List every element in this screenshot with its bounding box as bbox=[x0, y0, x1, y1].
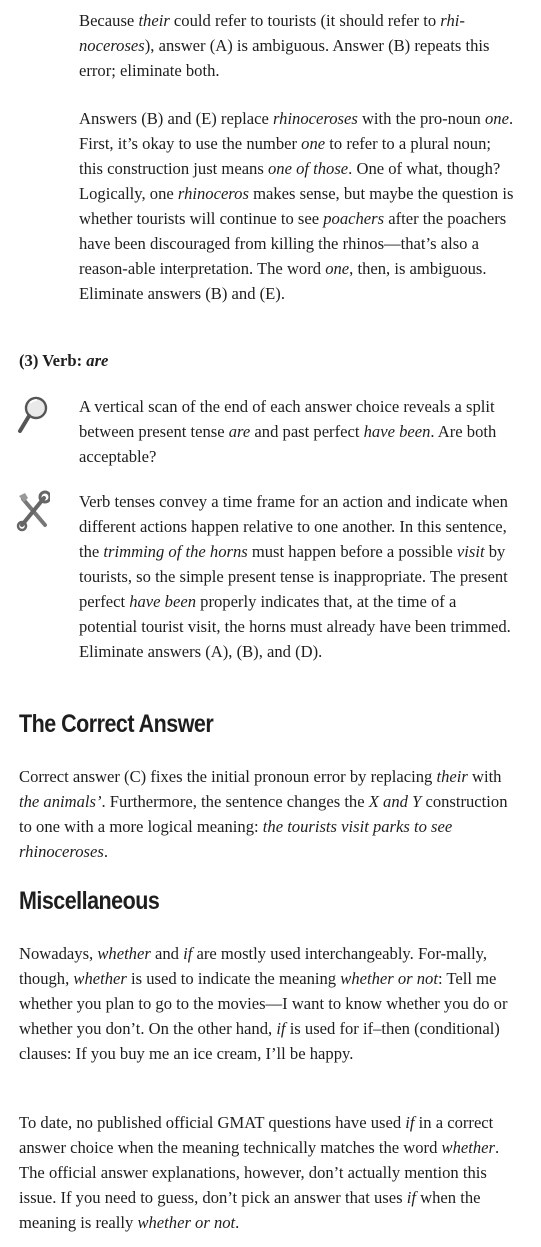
paragraph-pronoun-one: Answers (B) and (E) replace rhinoceroses with the pro-noun one. First, it’s okay to use the number one to refer to a plural noun; this construction just means one of those. One of what, though? Logically, one rhinoceros makes sense, but maybe the question is whether tourists will continue to see poachers after the poachers have been discouraged from killing the rhinos—that’s also a reason-able interpretation. The word one, then, is ambiguous. Eliminate answers (B) and (E). bbox=[79, 109, 514, 303]
correct-answer-heading: The Correct Answer bbox=[19, 710, 214, 738]
miscellaneous-heading: Miscellaneous bbox=[19, 887, 160, 915]
paragraph-vertical-scan: A vertical scan of the end of each answer choice reveals a split between present tense are and past perfect have been. Are both acceptable? bbox=[79, 397, 497, 466]
paragraph-whether-if: Nowadays, whether and if are mostly used interchangeably. For-mally, though, whether is used to indicate the meaning whether or not: Tell me whether you plan to go to the movies—I want to know whether you do or whether you don’t. On the other hand, if is used for if–then (conditional) clauses: If you buy me an ice cream, I’ll be happy. bbox=[19, 944, 508, 1063]
tools-icon bbox=[16, 490, 50, 532]
magnifying-glass-icon bbox=[16, 395, 50, 435]
paragraph-verb-tenses: Verb tenses convey a time frame for an action and indicate when different actions happen relative to one another. In this sentence, the trimming of the horns must happen before a possible visit by tourists, so the simple present tense is inappropriate. The present perfect have been properly indicates that, at the time of a potential tourist visit, the horns must already have been trimmed. Eliminate answers (A), (B), and (D). bbox=[79, 492, 511, 661]
paragraph-gmat-if: To date, no published official GMAT questions have used if in a correct answer choice when the meaning technically matches the word whether. The official answer explanations, however, don’t actually mention this issue. If you need to guess, don’t pick an answer that uses if when the meaning is really whether or not. bbox=[19, 1113, 500, 1232]
paragraph-pronoun-their: Because their could refer to tourists (it should refer to rhi-noceroses), answer (A) is ambiguous. Answer (B) repeats this error; eliminate both. bbox=[79, 11, 490, 80]
paragraph-correct-answer: Correct answer (C) fixes the initial pronoun error by replacing their with the animals’. Furthermore, the sentence changes the X and Y construction to one with a more logical meaning: the tourists visit parks to see rhinoceroses. bbox=[19, 767, 508, 861]
verb-subheading: (3) Verb: are bbox=[19, 351, 109, 370]
